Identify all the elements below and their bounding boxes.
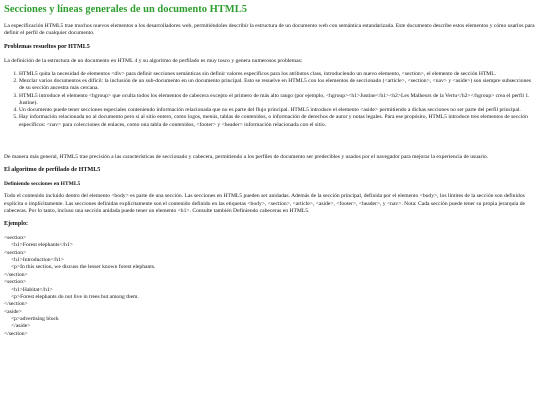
code-line: <p>advertising block: [11, 316, 59, 323]
code-line: <p>Forest elephants do not live in trees but among them.: [11, 293, 139, 300]
code-line: <p>In this section, we discuss the lesser known forest elephants.: [11, 264, 156, 271]
intro-paragraph: La especificación HTML5 trae muchos nuevos elementos a los desarrolladores web, permitiéndoles describir la estructura de un documento web con semántica estandarizada. Este documento describe estos elementos y cómo usarlos para definir el perfil de cualquier documento.: [4, 23, 535, 37]
algorithm-heading: El algoritmo de perfilado de HTML5: [4, 167, 101, 174]
code-line: </section>: [4, 271, 28, 278]
list-item: 1. HTML5 quita la necesidad de elementos <div> para definir secciones semánticas sin definir valores específicos para los atributos class, introduciendo un nuevo elemento, <section>, el elemento de sección HTML.: [19, 71, 536, 78]
defining-sections-heading: Definiendo secciones en HTML5: [4, 181, 81, 188]
code-line: <section>: [4, 234, 27, 241]
code-line: </aside>: [11, 323, 31, 330]
list-item: 3. HTML5 introduce el elemento <hgroup> que oculta todos los elementos de cabecera excepto el primero de más alto rango (por ejemplo, <hgroup><h1>Justine</h1><h2>Les Malheurs de la Vertu</h2></hgroup> crea el perfil 1. Justine).: [19, 93, 536, 108]
code-line: <h1>Habitat</h1>: [11, 286, 53, 293]
code-example: [4, 235, 536, 338]
problems-list: [4, 71, 536, 129]
code-line: <section>: [4, 279, 27, 286]
code-line: </section>: [4, 330, 28, 337]
code-line: <h1>Introduction</h1>: [11, 257, 65, 264]
list-item: 2. Mezclar varios documentos es difícil: la inclusión de un sub-documento en un documento principal. Esto se resuelve en HTML5 con los elementos de seccionado (<article>, <section>, <nav> y <aside>) son siempre subsecciones de su sección ancestra más cercana.: [19, 78, 536, 93]
problems-heading: Problemas resueltos por HTML5: [4, 43, 90, 50]
code-line: <aside>: [4, 308, 22, 315]
spacer: [4, 136, 536, 154]
code-line: <h1>Forest elephants</h1>: [11, 242, 73, 249]
code-line: </section>: [4, 301, 28, 308]
defining-sections-paragraph: Todo el contenido incluido dentro del elemento <body> es parte de una sección. Las secciones en HTML5 pueden ser anidadas. Además de la sección principal, definida por el elemento <body>, los límites de la sección son definidos explícita o implícitamente. Las secciones definidas explícitamente son el contenido definido en las etiquetas <body>, <section>, <article>, <aside>, <footer>, <header>, y <nav>. Nota: Cada sección puede tener su propia jerarquía de cabeceras. Por lo tanto, incluso una sección anidada puede tener un elemento <h1>. Consulte también Definiendo cabeceras en HTML5.: [4, 193, 526, 214]
problems-intro: La definición de la estructura de un documento en HTML 4 y su algoritmo de perfilado es muy tosco y genera numerosos problemas:: [4, 57, 303, 64]
example-heading: Ejemplo:: [4, 221, 29, 228]
page-title: Secciones y líneas generales de un documento HTML5: [4, 4, 247, 15]
summary-paragraph: De manera más general, HTML5 trae precisión a las características de seccionado y cabecera, permitiendo a los perfiles de documento ser predecibles y usados por el navegador para mejorar la experiencia de usuario.: [4, 153, 489, 160]
list-item: 5. Hay información relacionada no al documento pero sí al sitio entero, como logos, menús, tablas de contenidos, o información de derechos de autor y notas legales. Para ese propósito, HTML5 introduce tres elementos de sección específicos: <nav> para colecciones de enlaces, como una tabla de contenidos, <footer> y <header> información relacionada con el sitio.: [19, 114, 536, 129]
list-item: 4. Un documento puede tener secciones especiales conteniendo información relacionada que no es parte del flujo principal. HTML5 introduce el elemento <aside> permitiendo a dichas secciones no ser parte del perfil principal.: [19, 107, 536, 114]
code-line: <section>: [4, 249, 27, 256]
